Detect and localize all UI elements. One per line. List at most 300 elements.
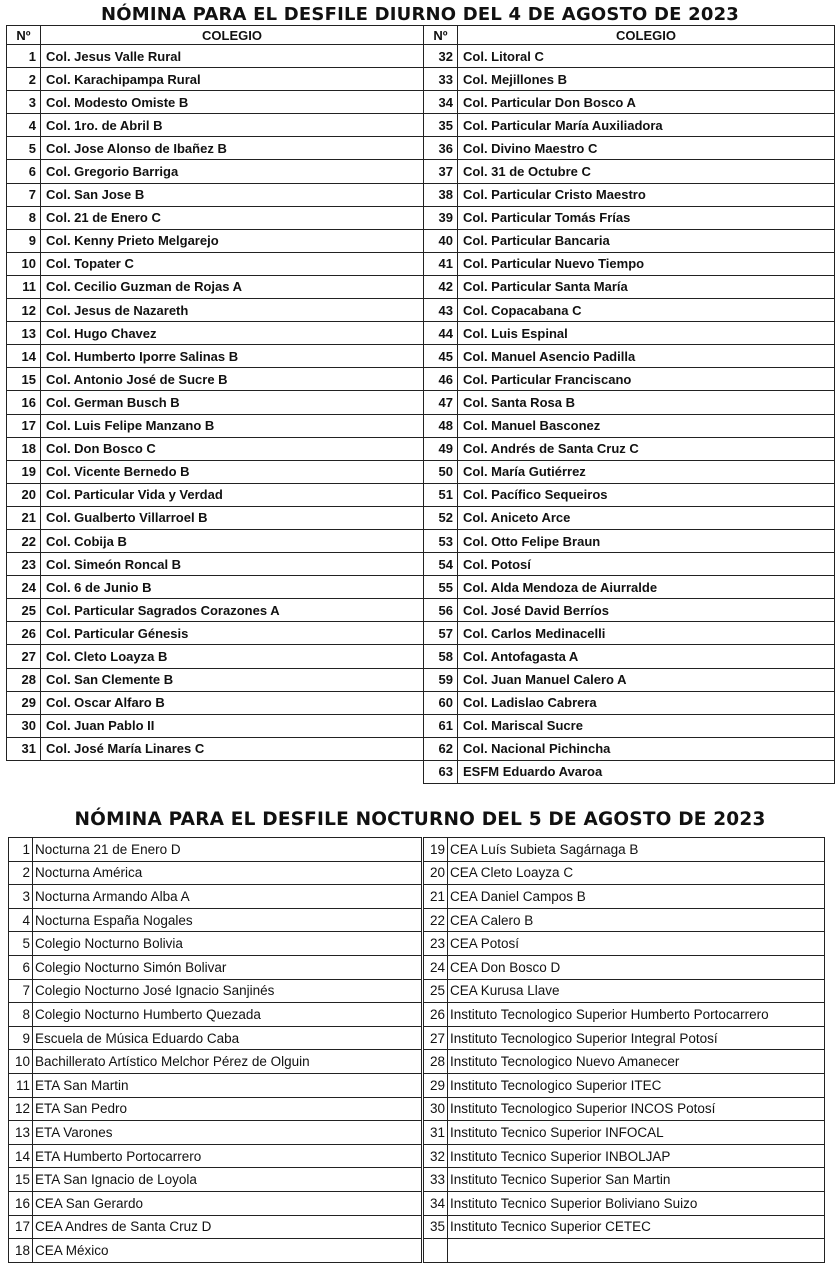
row-number: 35 [424, 1215, 448, 1239]
table-row [424, 1073, 825, 1097]
row-number: 53 [424, 529, 458, 552]
row-number: 34 [424, 91, 458, 114]
row-number: 15 [9, 1168, 33, 1192]
school-name: Col. Modesto Omiste B [41, 91, 424, 114]
school-name: Escuela de Música Eduardo Caba [33, 1026, 422, 1050]
night-parade-title: NÓMINA PARA EL DESFILE NOCTURNO DEL 5 DE AGOSTO DE 2023 [74, 809, 766, 830]
table-row [424, 645, 835, 668]
row-number: 29 [7, 691, 41, 714]
school-name: Col. Simeón Roncal B [41, 553, 424, 576]
table-row [9, 1073, 422, 1097]
school-name: Col. Karachipampa Rural [41, 68, 424, 91]
table-row [7, 183, 424, 206]
row-number: 29 [424, 1073, 448, 1097]
table-row [424, 45, 835, 68]
row-number: 6 [7, 160, 41, 183]
school-name: CEA Luís Subieta Sagárnaga B [448, 838, 825, 862]
row-number: 2 [9, 861, 33, 885]
col-num-header: Nº [424, 26, 458, 45]
table-row [424, 275, 835, 298]
school-name: ETA San Pedro [33, 1097, 422, 1121]
school-name: Col. Antofagasta A [458, 645, 835, 668]
school-name: Colegio Nocturno Bolivia [33, 932, 422, 956]
school-name: CEA Calero B [448, 908, 825, 932]
school-name: Col. Luis Felipe Manzano B [41, 414, 424, 437]
day-table-header [424, 26, 835, 45]
school-name: CEA Cleto Loayza C [448, 861, 825, 885]
row-number: 8 [9, 1003, 33, 1027]
table-row [424, 576, 835, 599]
table-row [424, 437, 835, 460]
table-row [7, 529, 424, 552]
school-name: Col. Carlos Medinacelli [458, 622, 835, 645]
row-number: 17 [9, 1215, 33, 1239]
row-number: 18 [9, 1239, 33, 1263]
row-number: 23 [424, 932, 448, 956]
col-name-header: COLEGIO [458, 26, 835, 45]
row-number: 11 [9, 1073, 33, 1097]
row-number: 33 [424, 1168, 448, 1192]
table-row [7, 622, 424, 645]
day-table-right [423, 25, 835, 784]
row-number: 9 [9, 1026, 33, 1050]
row-number: 54 [424, 553, 458, 576]
school-name: Col. Juan Manuel Calero A [458, 668, 835, 691]
school-name: Col. Particular Franciscano [458, 368, 835, 391]
school-name: Col. Particular Tomás Frías [458, 206, 835, 229]
table-row [7, 553, 424, 576]
school-name: CEA Andres de Santa Cruz D [33, 1215, 422, 1239]
row-number: 3 [7, 91, 41, 114]
row-number: 21 [7, 506, 41, 529]
table-row [9, 1144, 422, 1168]
row-number: 37 [424, 160, 458, 183]
row-number: 30 [424, 1097, 448, 1121]
school-name: Nocturna Armando Alba A [33, 885, 422, 909]
school-name: CEA Daniel Campos B [448, 885, 825, 909]
school-name: Colegio Nocturno José Ignacio Sanjinés [33, 979, 422, 1003]
table-row [7, 275, 424, 298]
table-row [424, 955, 825, 979]
school-name: Instituto Tecnologico Nuevo Amanecer [448, 1050, 825, 1074]
row-number: 22 [7, 529, 41, 552]
row-number [424, 1239, 448, 1263]
table-row [424, 506, 835, 529]
table-row [7, 437, 424, 460]
table-row [424, 599, 835, 622]
table-row [9, 1026, 422, 1050]
row-number: 27 [7, 645, 41, 668]
table-row [9, 932, 422, 956]
school-name: Instituto Tecnico Superior INFOCAL [448, 1121, 825, 1145]
table-row [7, 599, 424, 622]
table-row [424, 1026, 825, 1050]
school-name: Instituto Tecnico Superior INBOLJAP [448, 1144, 825, 1168]
row-number: 8 [7, 206, 41, 229]
row-number: 55 [424, 576, 458, 599]
school-name: Col. Juan Pablo II [41, 714, 424, 737]
row-number: 46 [424, 368, 458, 391]
row-number: 42 [424, 275, 458, 298]
table-row [424, 737, 835, 760]
school-name: Instituto Tecnologico Superior Humberto Portocarrero [448, 1003, 825, 1027]
row-number: 25 [7, 599, 41, 622]
table-row [7, 322, 424, 345]
row-number: 3 [9, 885, 33, 909]
table-row [424, 1121, 825, 1145]
table-row [7, 345, 424, 368]
table-row [9, 838, 422, 862]
row-number: 27 [424, 1026, 448, 1050]
row-number: 50 [424, 460, 458, 483]
row-number: 51 [424, 483, 458, 506]
school-name: Col. José María Linares C [41, 737, 424, 760]
school-name: Col. Particular Nuevo Tiempo [458, 252, 835, 275]
row-number: 13 [7, 322, 41, 345]
row-number: 25 [424, 979, 448, 1003]
table-row [424, 622, 835, 645]
school-name: Col. Particular Sagrados Corazones A [41, 599, 424, 622]
table-row [424, 1003, 825, 1027]
row-number: 32 [424, 1144, 448, 1168]
row-number: 28 [7, 668, 41, 691]
table-row [7, 460, 424, 483]
school-name: Col. Particular Bancaria [458, 229, 835, 252]
table-row [7, 206, 424, 229]
school-name: Instituto Tecnologico Superior INCOS Potosí [448, 1097, 825, 1121]
row-number: 16 [7, 391, 41, 414]
table-row [9, 1003, 422, 1027]
row-number: 62 [424, 737, 458, 760]
row-number: 49 [424, 437, 458, 460]
table-row [424, 68, 835, 91]
row-number: 5 [7, 137, 41, 160]
school-name: Col. Manuel Basconez [458, 414, 835, 437]
table-row [7, 691, 424, 714]
table-row [424, 885, 825, 909]
school-name: Col. Ladislao Cabrera [458, 691, 835, 714]
school-name: Col. Particular Vida y Verdad [41, 483, 424, 506]
school-name: CEA Potosí [448, 932, 825, 956]
table-row [7, 114, 424, 137]
school-name: Col. 6 de Junio B [41, 576, 424, 599]
school-name: Instituto Tecnico Superior San Martin [448, 1168, 825, 1192]
row-number: 10 [9, 1050, 33, 1074]
school-name: Col. Don Bosco C [41, 437, 424, 460]
row-number: 6 [9, 955, 33, 979]
school-name: Colegio Nocturno Humberto Quezada [33, 1003, 422, 1027]
row-number: 13 [9, 1121, 33, 1145]
school-name: Bachillerato Artístico Melchor Pérez de Olguin [33, 1050, 422, 1074]
school-name: ESFM Eduardo Avaroa [458, 760, 835, 783]
table-row [424, 1215, 825, 1239]
table-row [424, 460, 835, 483]
table-row [9, 1239, 422, 1263]
school-name: Col. José David Berríos [458, 599, 835, 622]
row-number: 58 [424, 645, 458, 668]
table-row [7, 137, 424, 160]
school-name: Col. 31 de Octubre C [458, 160, 835, 183]
row-number: 24 [7, 576, 41, 599]
row-number: 10 [7, 252, 41, 275]
table-row [7, 645, 424, 668]
row-number: 60 [424, 691, 458, 714]
school-name: Col. Particular Don Bosco A [458, 91, 835, 114]
table-row [9, 955, 422, 979]
day-table-header [7, 26, 424, 45]
row-number: 5 [9, 932, 33, 956]
school-name: Col. Mariscal Sucre [458, 714, 835, 737]
row-number: 14 [7, 345, 41, 368]
school-name: Col. 21 de Enero C [41, 206, 424, 229]
row-number: 45 [424, 345, 458, 368]
row-number: 39 [424, 206, 458, 229]
school-name: Col. Gregorio Barriga [41, 160, 424, 183]
row-number: 48 [424, 414, 458, 437]
row-number: 14 [9, 1144, 33, 1168]
table-row [424, 529, 835, 552]
row-number: 52 [424, 506, 458, 529]
table-row [424, 861, 825, 885]
school-name: ETA San Martin [33, 1073, 422, 1097]
row-number: 38 [424, 183, 458, 206]
school-name: Col. Otto Felipe Braun [458, 529, 835, 552]
table-row [424, 1168, 825, 1192]
row-number: 21 [424, 885, 448, 909]
day-table-left [6, 25, 424, 761]
row-number: 15 [7, 368, 41, 391]
school-name: Col. Aniceto Arce [458, 506, 835, 529]
table-row [7, 714, 424, 737]
school-name: Col. Divino Maestro C [458, 137, 835, 160]
school-name: Col. Litoral C [458, 45, 835, 68]
table-row [424, 137, 835, 160]
table-row [7, 91, 424, 114]
school-name: Col. Antonio José de Sucre B [41, 368, 424, 391]
school-name: Col. Copacabana C [458, 299, 835, 322]
school-name: Col. Alda Mendoza de Aiurralde [458, 576, 835, 599]
row-number: 9 [7, 229, 41, 252]
table-row [9, 1097, 422, 1121]
school-name: Instituto Tecnologico Superior Integral Potosí [448, 1026, 825, 1050]
school-name: Col. Jesus Valle Rural [41, 45, 424, 68]
table-row [424, 553, 835, 576]
school-name: Col. 1ro. de Abril B [41, 114, 424, 137]
school-name: ETA San Ignacio de Loyola [33, 1168, 422, 1192]
table-row [424, 252, 835, 275]
table-row [9, 885, 422, 909]
school-name: Instituto Tecnologico Superior ITEC [448, 1073, 825, 1097]
school-name: Col. Particular Santa María [458, 275, 835, 298]
row-number: 44 [424, 322, 458, 345]
table-row [7, 299, 424, 322]
school-name: Col. Pacífico Sequeiros [458, 483, 835, 506]
row-number: 1 [7, 45, 41, 68]
row-number: 35 [424, 114, 458, 137]
table-row [424, 691, 835, 714]
table-row [9, 861, 422, 885]
table-row [424, 1191, 825, 1215]
school-name: CEA Kurusa Llave [448, 979, 825, 1003]
table-row [7, 391, 424, 414]
school-name: Col. Jesus de Nazareth [41, 299, 424, 322]
table-row [424, 483, 835, 506]
row-number: 19 [424, 838, 448, 862]
school-name: Col. San Clemente B [41, 668, 424, 691]
table-row [424, 1050, 825, 1074]
school-name: CEA México [33, 1239, 422, 1263]
col-num-header: Nº [7, 26, 41, 45]
table-row [424, 160, 835, 183]
table-row [424, 345, 835, 368]
row-number: 47 [424, 391, 458, 414]
school-name: Nocturna España Nogales [33, 908, 422, 932]
row-number: 11 [7, 275, 41, 298]
table-row [7, 506, 424, 529]
day-parade-title: NÓMINA PARA EL DESFILE DIURNO DEL 4 DE AGOSTO DE 2023 [100, 4, 740, 25]
school-name: Col. Vicente Bernedo B [41, 460, 424, 483]
table-row [9, 908, 422, 932]
row-number: 31 [424, 1121, 448, 1145]
table-row [424, 299, 835, 322]
row-number: 4 [9, 908, 33, 932]
table-row [9, 1168, 422, 1192]
row-number: 26 [7, 622, 41, 645]
table-row [424, 206, 835, 229]
row-number: 2 [7, 68, 41, 91]
school-name: Instituto Tecnico Superior Boliviano Suizo [448, 1191, 825, 1215]
row-number: 30 [7, 714, 41, 737]
row-number: 4 [7, 114, 41, 137]
table-row [424, 322, 835, 345]
table-row [7, 483, 424, 506]
table-row [424, 368, 835, 391]
school-name: Col. Topater C [41, 252, 424, 275]
table-row [424, 183, 835, 206]
table-row [424, 760, 835, 783]
school-name: Col. Particular María Auxiliadora [458, 114, 835, 137]
school-name: CEA San Gerardo [33, 1191, 422, 1215]
school-name: Col. Luis Espinal [458, 322, 835, 345]
school-name: Instituto Tecnico Superior CETEC [448, 1215, 825, 1239]
row-number: 61 [424, 714, 458, 737]
school-name: Col. Particular Cristo Maestro [458, 183, 835, 206]
table-row [424, 114, 835, 137]
row-number: 32 [424, 45, 458, 68]
row-number: 20 [424, 861, 448, 885]
school-name: Col. Kenny Prieto Melgarejo [41, 229, 424, 252]
row-number: 24 [424, 955, 448, 979]
row-number: 1 [9, 838, 33, 862]
table-row [424, 1144, 825, 1168]
school-name: Col. Manuel Asencio Padilla [458, 345, 835, 368]
school-name: Col. Hugo Chavez [41, 322, 424, 345]
school-name: Col. Nacional Pichincha [458, 737, 835, 760]
school-name: Col. German Busch B [41, 391, 424, 414]
table-row [7, 160, 424, 183]
school-name: Colegio Nocturno Simón Bolivar [33, 955, 422, 979]
school-name: Col. Cecilio Guzman de Rojas A [41, 275, 424, 298]
row-number: 43 [424, 299, 458, 322]
table-row [424, 714, 835, 737]
row-number: 22 [424, 908, 448, 932]
row-number: 57 [424, 622, 458, 645]
row-number: 12 [7, 299, 41, 322]
row-number: 20 [7, 483, 41, 506]
row-number: 41 [424, 252, 458, 275]
school-name: Col. Jose Alonso de Ibañez B [41, 137, 424, 160]
school-name: Col. Particular Génesis [41, 622, 424, 645]
school-name: Nocturna 21 de Enero D [33, 838, 422, 862]
table-row [424, 414, 835, 437]
row-number: 17 [7, 414, 41, 437]
school-name: Col. San Jose B [41, 183, 424, 206]
row-number: 16 [9, 1191, 33, 1215]
school-name: Col. Cleto Loayza B [41, 645, 424, 668]
school-name: Col. Gualberto Villarroel B [41, 506, 424, 529]
school-name: Col. María Gutiérrez [458, 460, 835, 483]
row-number: 31 [7, 737, 41, 760]
school-name: Nocturna América [33, 861, 422, 885]
row-number: 19 [7, 460, 41, 483]
row-number: 7 [7, 183, 41, 206]
night-table-right [423, 837, 825, 1263]
table-row [424, 668, 835, 691]
table-row [9, 1191, 422, 1215]
school-name: Col. Potosí [458, 553, 835, 576]
school-name: ETA Varones [33, 1121, 422, 1145]
table-row [424, 979, 825, 1003]
table-row [7, 414, 424, 437]
table-row [9, 1050, 422, 1074]
table-row [424, 1239, 825, 1263]
row-number: 28 [424, 1050, 448, 1074]
table-row [424, 391, 835, 414]
table-row [424, 932, 825, 956]
school-name: Col. Cobija B [41, 529, 424, 552]
table-row [7, 668, 424, 691]
school-name: Col. Andrés de Santa Cruz C [458, 437, 835, 460]
school-name: Col. Oscar Alfaro B [41, 691, 424, 714]
row-number: 12 [9, 1097, 33, 1121]
table-row [7, 68, 424, 91]
school-name: Col. Humberto Iporre Salinas B [41, 345, 424, 368]
row-number: 63 [424, 760, 458, 783]
row-number: 7 [9, 979, 33, 1003]
table-row [7, 368, 424, 391]
table-row [7, 45, 424, 68]
row-number: 18 [7, 437, 41, 460]
table-row [424, 229, 835, 252]
school-name [448, 1239, 825, 1263]
school-name: Col. Santa Rosa B [458, 391, 835, 414]
table-row [424, 1097, 825, 1121]
row-number: 33 [424, 68, 458, 91]
night-table-left [8, 837, 422, 1263]
row-number: 56 [424, 599, 458, 622]
table-row [7, 737, 424, 760]
table-row [9, 979, 422, 1003]
table-row [9, 1121, 422, 1145]
row-number: 40 [424, 229, 458, 252]
table-row [7, 576, 424, 599]
row-number: 34 [424, 1191, 448, 1215]
table-row [7, 252, 424, 275]
table-row [424, 838, 825, 862]
row-number: 59 [424, 668, 458, 691]
table-row [9, 1215, 422, 1239]
school-name: CEA Don Bosco D [448, 955, 825, 979]
